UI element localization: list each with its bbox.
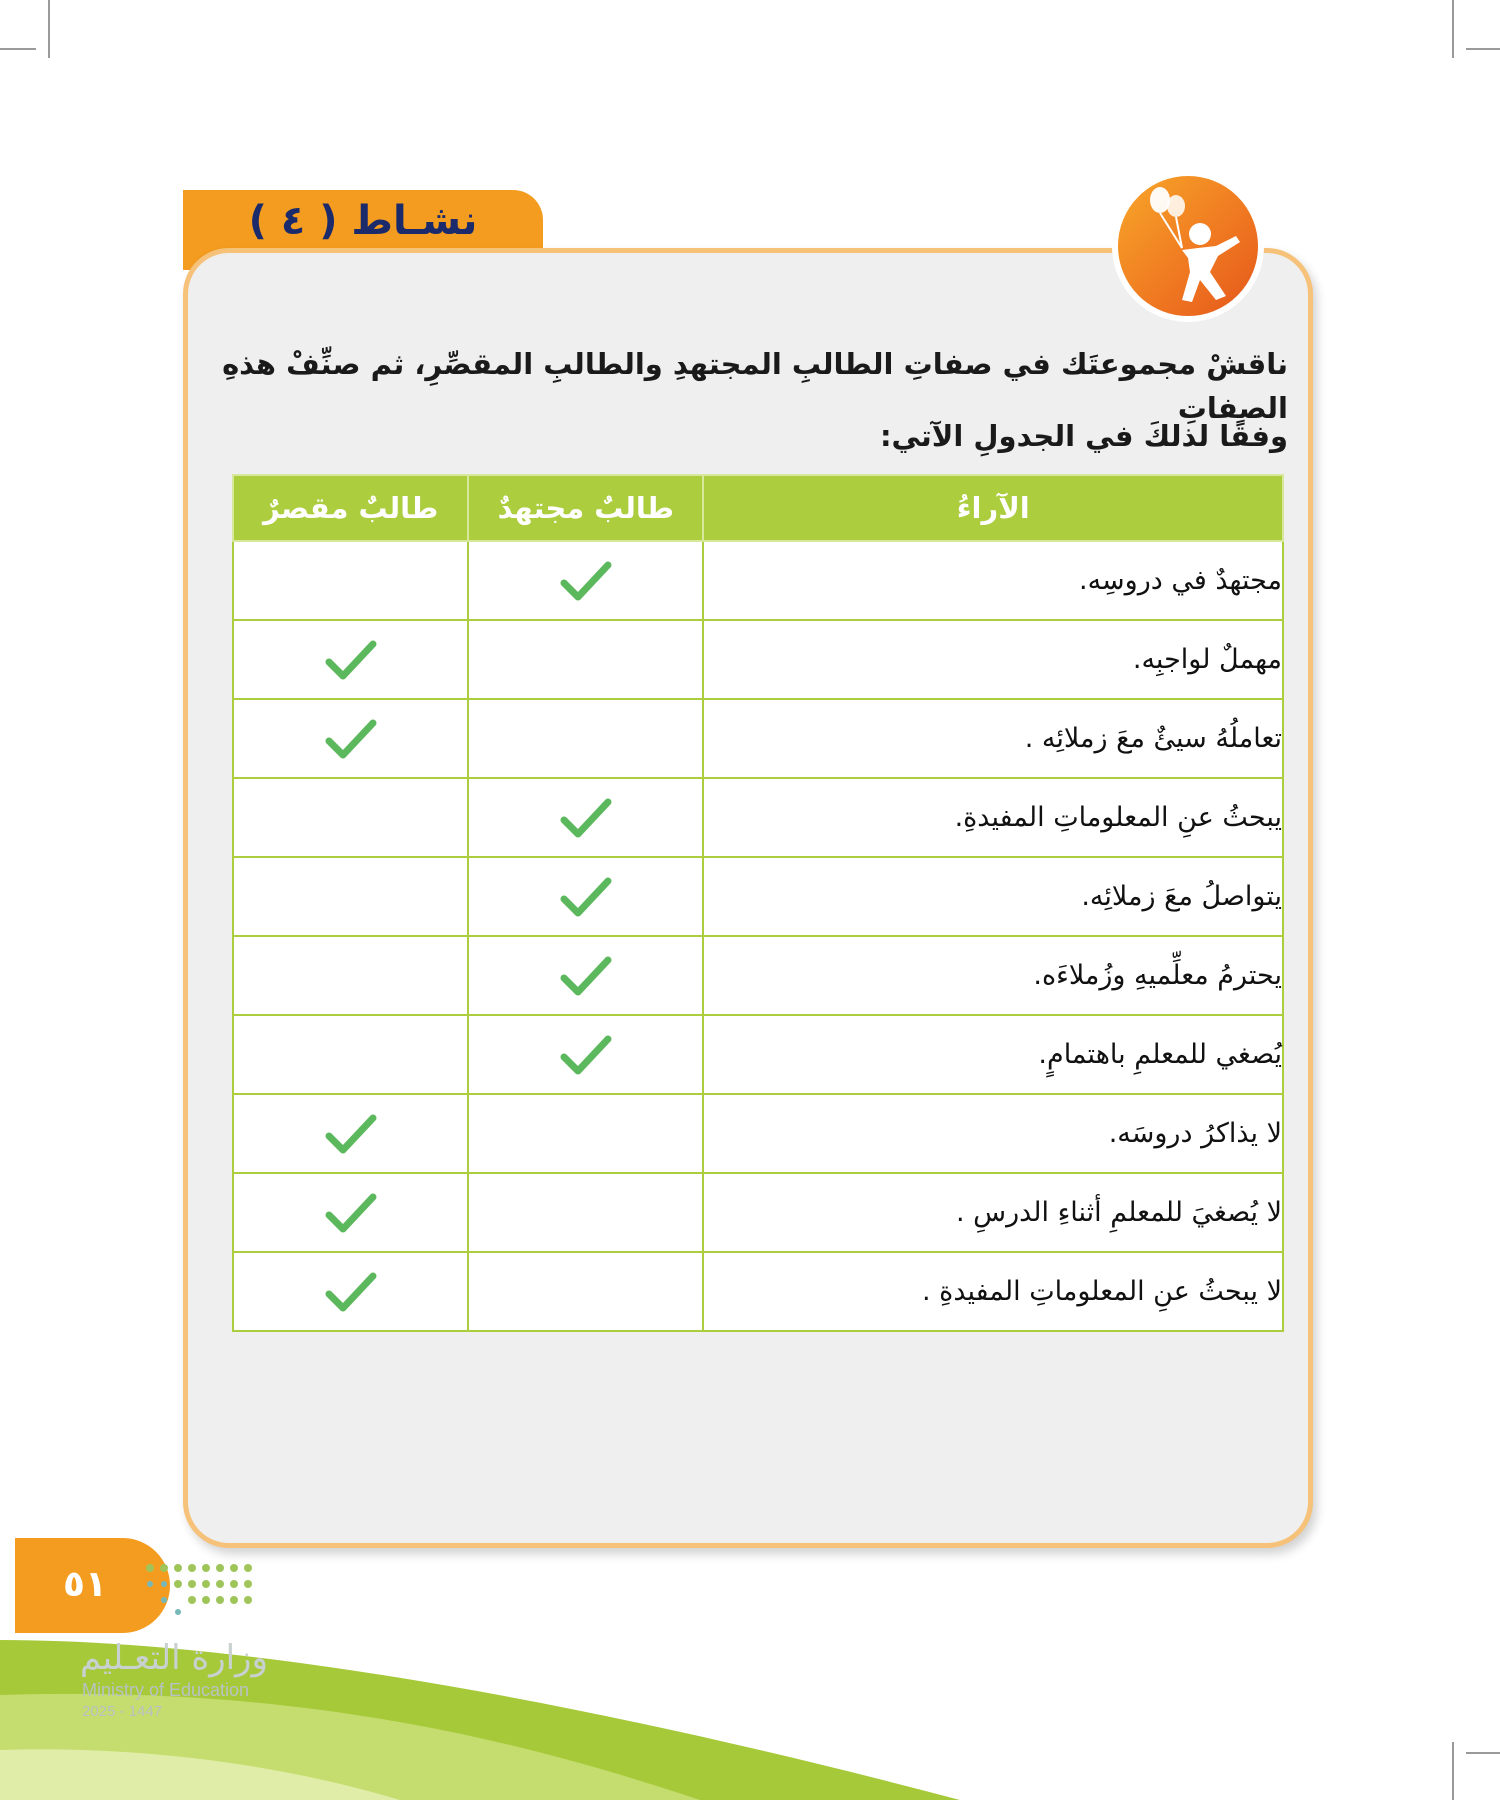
classification-table xyxy=(232,474,1284,1332)
diligent-mark-cell xyxy=(468,541,703,620)
table-row xyxy=(233,1252,1283,1331)
balloon-child-icon xyxy=(1118,176,1258,316)
diligent-mark-cell xyxy=(468,778,703,857)
checkmark-icon xyxy=(560,959,612,990)
table-row xyxy=(233,936,1283,1015)
diligent-mark-cell xyxy=(468,1173,703,1252)
page-number: ٥١ xyxy=(63,1564,107,1605)
negligent-mark-cell xyxy=(233,1094,468,1173)
activity-title: نشـاط ( ٤ ) xyxy=(248,198,478,244)
diligent-mark-cell xyxy=(468,1252,703,1331)
header-negligent-student: طالبٌ مقصرٌ xyxy=(233,475,468,541)
checkmark-icon xyxy=(560,1038,612,1069)
negligent-mark-cell xyxy=(233,1173,468,1252)
checkmark-icon xyxy=(560,564,612,595)
checkmark-icon xyxy=(560,801,612,832)
negligent-mark-cell xyxy=(233,699,468,778)
negligent-mark-cell xyxy=(233,857,468,936)
negligent-mark-cell xyxy=(233,620,468,699)
table-row xyxy=(233,857,1283,936)
checkmark-icon xyxy=(325,1196,377,1227)
diligent-mark-cell xyxy=(468,936,703,1015)
table-row xyxy=(233,778,1283,857)
crop-mark xyxy=(1452,0,1454,58)
negligent-mark-cell xyxy=(233,541,468,620)
diligent-mark-cell xyxy=(468,1015,703,1094)
checkmark-icon xyxy=(325,1117,377,1148)
diligent-mark-cell xyxy=(468,1094,703,1173)
ministry-name-english: Ministry of Education xyxy=(82,1680,250,1700)
instruction-line-1: ناقشْ مجموعتَك في صفاتِ الطالبِ المجتهدِ والطالبِ المقصِّرِ، ثم صنِّفْ هذهِ الصفاتِ xyxy=(222,347,1288,425)
ministry-logo-dots xyxy=(140,1560,270,1620)
checkmark-icon xyxy=(325,643,377,674)
checkmark-icon xyxy=(325,1275,377,1306)
opinion-cell: مهملٌ لواجبِه. xyxy=(703,620,1283,699)
opinion-cell: لا يبحثُ عنِ المعلوماتِ المفيدةِ . xyxy=(703,1252,1283,1331)
checkmark-icon xyxy=(325,722,377,753)
opinion-cell: لا يذاكرُ دروسَه. xyxy=(703,1094,1283,1173)
opinion-cell: يبحثُ عنِ المعلوماتِ المفيدةِ. xyxy=(703,778,1283,857)
table-row xyxy=(233,1015,1283,1094)
checkmark-icon xyxy=(560,880,612,911)
header-diligent-student: طالبٌ مجتهدٌ xyxy=(468,475,703,541)
negligent-mark-cell xyxy=(233,778,468,857)
table-row xyxy=(233,1094,1283,1173)
opinion-cell: يتواصلُ معَ زملائِه. xyxy=(703,857,1283,936)
crop-mark xyxy=(0,48,36,50)
negligent-mark-cell xyxy=(233,1015,468,1094)
table-row xyxy=(233,699,1283,778)
header-opinions: الآراءُ xyxy=(703,475,1283,541)
activity-badge xyxy=(1112,170,1264,322)
crop-mark xyxy=(1452,1742,1454,1800)
opinion-cell: تعاملُهُ سيئٌ معَ زملائِه . xyxy=(703,699,1283,778)
opinion-cell: يحترمُ معلِّميهِ وزُملاءَه. xyxy=(703,936,1283,1015)
opinion-cell: يُصغي للمعلمِ باهتمامٍ. xyxy=(703,1015,1283,1094)
negligent-mark-cell xyxy=(233,936,468,1015)
negligent-mark-cell xyxy=(233,1252,468,1331)
ministry-name-arabic: وزارة التعـليم xyxy=(80,1638,268,1678)
crop-mark xyxy=(1466,48,1500,50)
table-row xyxy=(233,541,1283,620)
diligent-mark-cell xyxy=(468,857,703,936)
table-header-row xyxy=(233,475,1283,541)
table-row xyxy=(233,620,1283,699)
opinion-cell: لا يُصغيَ للمعلمِ أثناءِ الدرسِ . xyxy=(703,1173,1283,1252)
crop-mark xyxy=(48,0,50,58)
ministry-year: 2025 - 1447 xyxy=(82,1703,163,1720)
table-row xyxy=(233,1173,1283,1252)
instruction-line-2: وفقًا لذلكَ في الجدولِ الآتي: xyxy=(879,419,1288,453)
diligent-mark-cell xyxy=(468,620,703,699)
diligent-mark-cell xyxy=(468,699,703,778)
crop-mark xyxy=(1466,1752,1500,1754)
opinion-cell: مجتهدٌ في دروسِه. xyxy=(703,541,1283,620)
